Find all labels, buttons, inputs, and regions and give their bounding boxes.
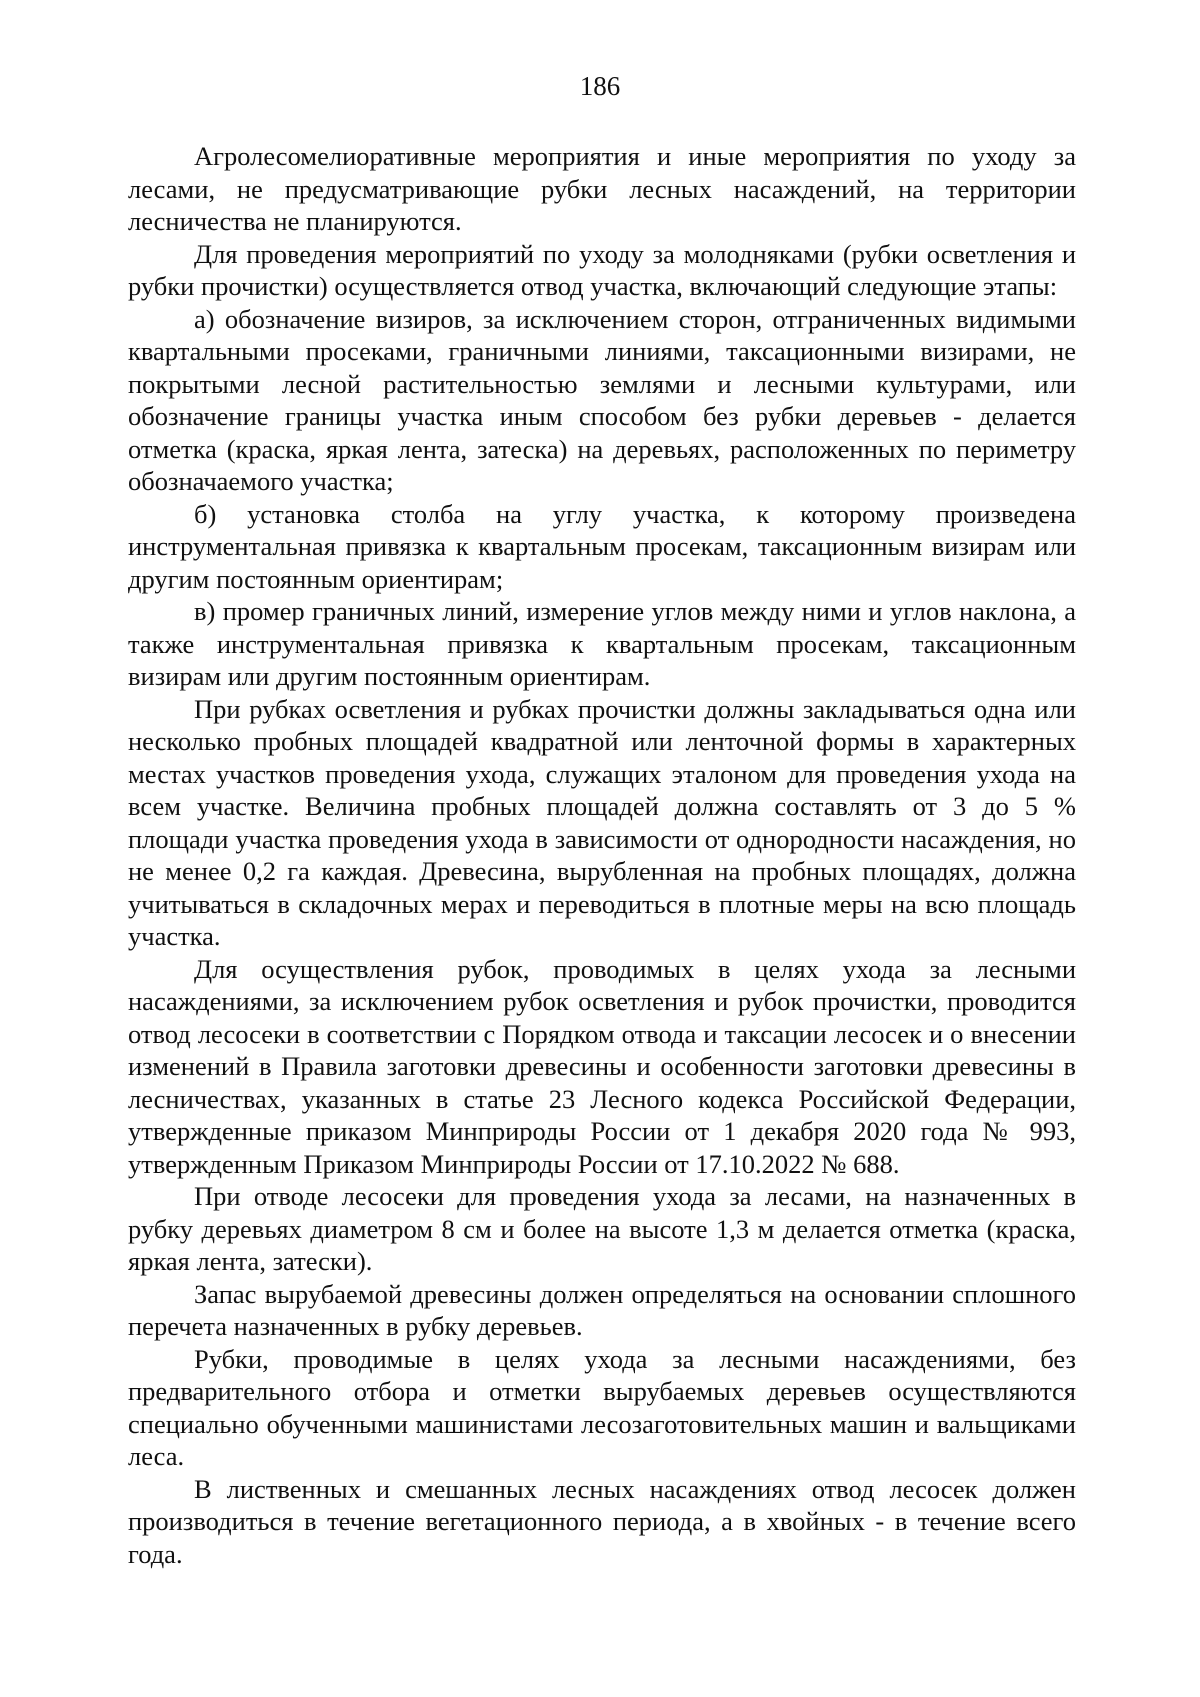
paragraph-step-c: в) промер граничных линий, измерение углов между ними и углов наклона, а также инструментальная привязка к квартальным просекам, таксационным визирам или другим постоянным ориентирам. (128, 596, 1076, 691)
paragraph-young-stand-allotment: Для проведения мероприятий по уходу за молодняками (рубки осветления и рубки прочистки) осуществляется отвод участка, включающий следующие этапы: (128, 238, 1076, 301)
paragraph-timber-stock: Запас вырубаемой древесины должен определяться на основании сплошного перечета назначенных в рубку деревьев. (128, 1278, 1076, 1341)
document-body (128, 140, 1076, 1570)
paragraph-cutting-area-allotment: Для осуществления рубок, проводимых в целях ухода за лесными насаждениями, за исключением рубок осветления и рубок прочистки, проводится отвод лесосеки в соответствии с Порядком отвода и таксации лесосек и о внесении изменений в Правила заготовки древесины и особенности заготовки древесины в лесничествах, указанных в статье 23 Лесного кодекса Российской Федерации, утвержденные приказом Минприроды России от 1 декабря 2020 года № 993, утвержденным Приказом Минприроды России от 17.10.2022 № 688. (128, 953, 1076, 1179)
paragraph-sample-plots: При рубках осветления и рубках прочистки должны закладываться одна или несколько пробных площадей квадратной или ленточной формы в характерных местах участков проведения ухода, служащих эталоном для проведения ухода на всем участке. Величина пробных площадей должна составлять от 3 до 5 % площади участка проведения ухода в зависимости от однородности насаждения, но не менее 0,2 га каждая. Древесина, вырубленная на пробных площадях, должна учитываться в складочных мерах и переводиться в плотные меры на всю площадь участка. (128, 693, 1076, 951)
paragraph-operators: Рубки, проводимые в целях ухода за лесными насаждениями, без предварительного отбора и отметки вырубаемых деревьев осуществляются специально обученными машинистами лесозаготовительных машин и вальщиками леса. (128, 1343, 1076, 1471)
paragraph-agroforestry: Агролесомелиоративные мероприятия и иные мероприятия по уходу за лесами, не предусматривающие рубки лесных насаждений, на территории лесничества не планируются. (128, 141, 1076, 236)
paragraph-step-a: а) обозначение визиров, за исключением сторон, отграниченных видимыми квартальными просеками, граничными линиями, таксационными визирами, не покрытыми лесной растительностью землями и лесными культурами, или обозначение границы участка иным способом без рубки деревьев - делается отметка (краска, яркая лента, затеска) на деревьях, расположенных по периметру обозначаемого участка; (128, 303, 1076, 496)
page-number: 186 (579, 71, 621, 101)
paragraph-season: В лиственных и смешанных лесных насаждениях отвод лесосек должен производиться в течение вегетационного периода, а в хвойных - в течение всего года. (128, 1473, 1076, 1569)
paragraph-step-b: б) установка столба на углу участка, к которому произведена инструментальная привязка к квартальным просекам, таксационным визирам или другим постоянным ориентирам; (128, 498, 1076, 594)
paragraph-tree-marking: При отводе лесосеки для проведения ухода за лесами, на назначенных в рубку деревьях диаметром 8 см и более на высоте 1,3 м делается отметка (краска, яркая лента, затески). (128, 1181, 1076, 1276)
